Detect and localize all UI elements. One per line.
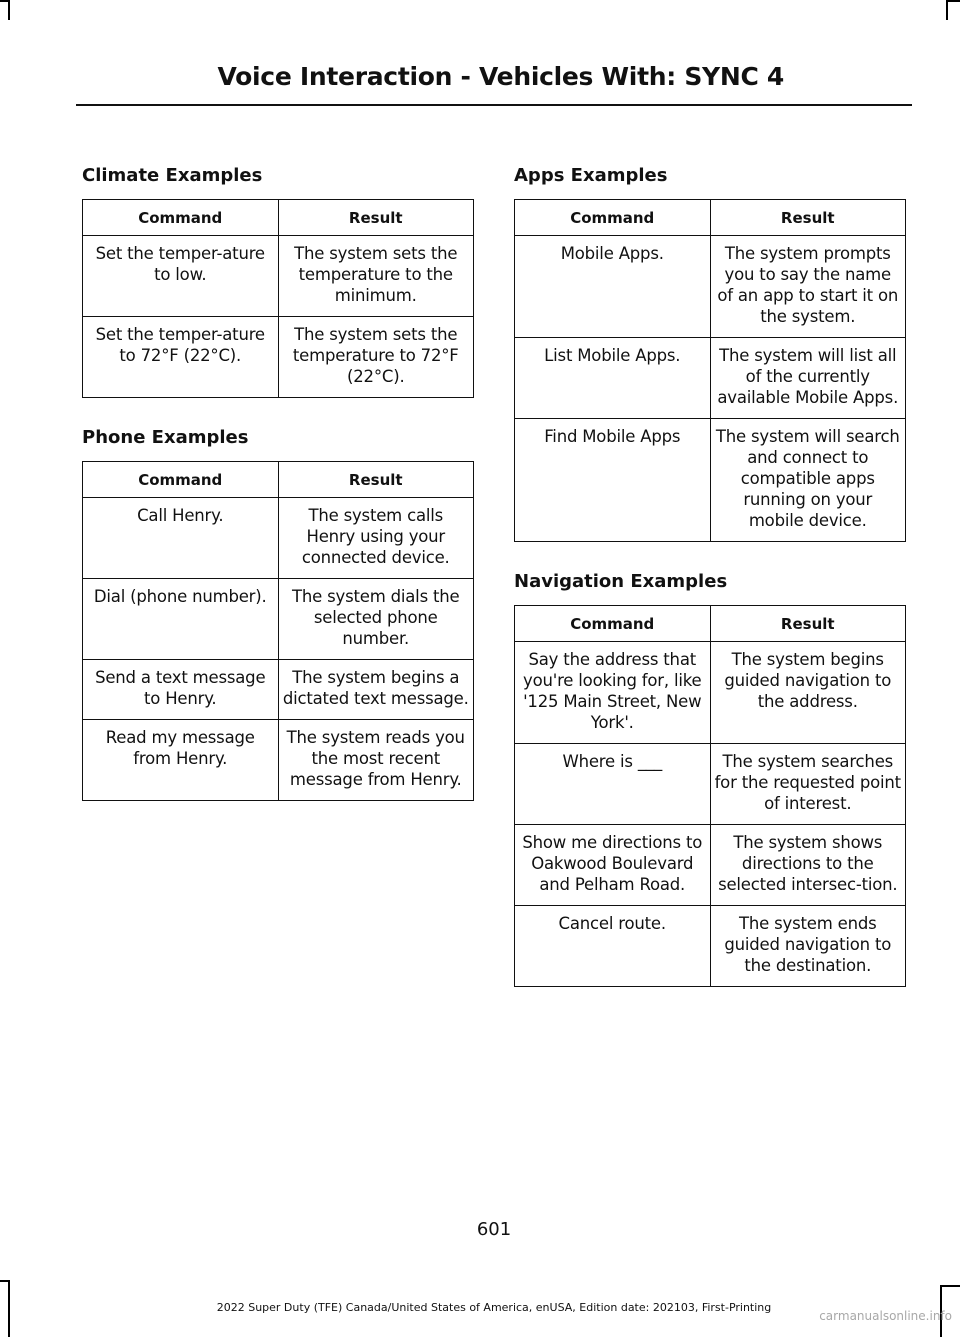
page-number: 601 <box>476 1219 512 1240</box>
climate-table <box>82 199 474 398</box>
result-cell: The system searches for the requested point of interest. <box>710 744 906 825</box>
crop-mark <box>946 0 948 20</box>
climate-heading: Climate Examples <box>82 165 263 186</box>
result-cell: The system reads you the most recent message from Henry. <box>278 720 474 801</box>
crop-mark <box>8 0 10 20</box>
crop-mark <box>0 1280 10 1282</box>
table-row <box>83 236 474 317</box>
table-row <box>83 660 474 720</box>
result-column-header: Result <box>710 200 906 236</box>
table-header-row <box>515 606 906 642</box>
result-cell: The system shows directions to the selected intersec-tion. <box>710 825 906 906</box>
navigation-heading: Navigation Examples <box>514 571 728 592</box>
result-cell: The system calls Henry using your connected device. <box>278 498 474 579</box>
command-cell: Call Henry. <box>83 498 279 579</box>
watermark: carmanualsonline.info <box>819 1309 952 1323</box>
phone-heading: Phone Examples <box>82 427 249 448</box>
result-cell: The system sets the temperature to 72°F (22°C). <box>278 317 474 398</box>
table-row <box>83 498 474 579</box>
command-cell: Cancel route. <box>515 906 711 987</box>
result-cell: The system begins a dictated text message. <box>278 660 474 720</box>
command-cell: Say the address that you're looking for, like '125 Main Street, New York'. <box>515 642 711 744</box>
command-column-header: Command <box>83 462 279 498</box>
command-cell: Mobile Apps. <box>515 236 711 338</box>
page-title: Voice Interaction - Vehicles With: SYNC 4 <box>217 62 784 91</box>
table-header-row <box>83 462 474 498</box>
result-cell: The system ends guided navigation to the destination. <box>710 906 906 987</box>
command-column-header: Command <box>515 606 711 642</box>
table-row <box>515 236 906 338</box>
table-header-row <box>83 200 474 236</box>
table-row <box>515 906 906 987</box>
result-cell: The system prompts you to say the name of an app to start it on the system. <box>710 236 906 338</box>
result-column-header: Result <box>278 200 474 236</box>
table-row <box>83 720 474 801</box>
table-row <box>515 744 906 825</box>
command-cell: Dial (phone number). <box>83 579 279 660</box>
crop-mark <box>0 0 8 2</box>
table-header-row <box>515 200 906 236</box>
command-cell: Send a text message to Henry. <box>83 660 279 720</box>
header-divider <box>76 104 912 106</box>
table-row <box>515 338 906 419</box>
table-row <box>83 579 474 660</box>
table-row <box>83 317 474 398</box>
command-column-header: Command <box>515 200 711 236</box>
navigation-table <box>514 605 906 987</box>
result-cell: The system sets the temperature to the minimum. <box>278 236 474 317</box>
result-cell: The system dials the selected phone number. <box>278 579 474 660</box>
command-cell: Find Mobile Apps <box>515 419 711 542</box>
command-cell: Where is ___ <box>515 744 711 825</box>
left-column <box>82 165 474 830</box>
result-column-header: Result <box>710 606 906 642</box>
command-cell: Read my message from Henry. <box>83 720 279 801</box>
command-cell: List Mobile Apps. <box>515 338 711 419</box>
command-cell: Show me directions to Oakwood Boulevard and Pelham Road. <box>515 825 711 906</box>
result-cell: The system will list all of the currently available Mobile Apps. <box>710 338 906 419</box>
result-cell: The system will search and connect to compatible apps running on your mobile device. <box>710 419 906 542</box>
phone-table <box>82 461 474 801</box>
command-cell: Set the temper-ature to low. <box>83 236 279 317</box>
crop-mark <box>940 1285 960 1287</box>
result-column-header: Result <box>278 462 474 498</box>
table-row <box>515 642 906 744</box>
command-cell: Set the temper-ature to 72°F (22°C). <box>83 317 279 398</box>
apps-table <box>514 199 906 542</box>
edition-footer: 2022 Super Duty (TFE) Canada/United States of America, enUSA, Edition date: 202103, First-Printing <box>216 1301 772 1314</box>
right-column <box>514 165 906 1016</box>
table-row <box>515 419 906 542</box>
table-row <box>515 825 906 906</box>
command-column-header: Command <box>83 200 279 236</box>
result-cell: The system begins guided navigation to the address. <box>710 642 906 744</box>
crop-mark <box>948 0 960 2</box>
apps-heading: Apps Examples <box>514 165 668 186</box>
